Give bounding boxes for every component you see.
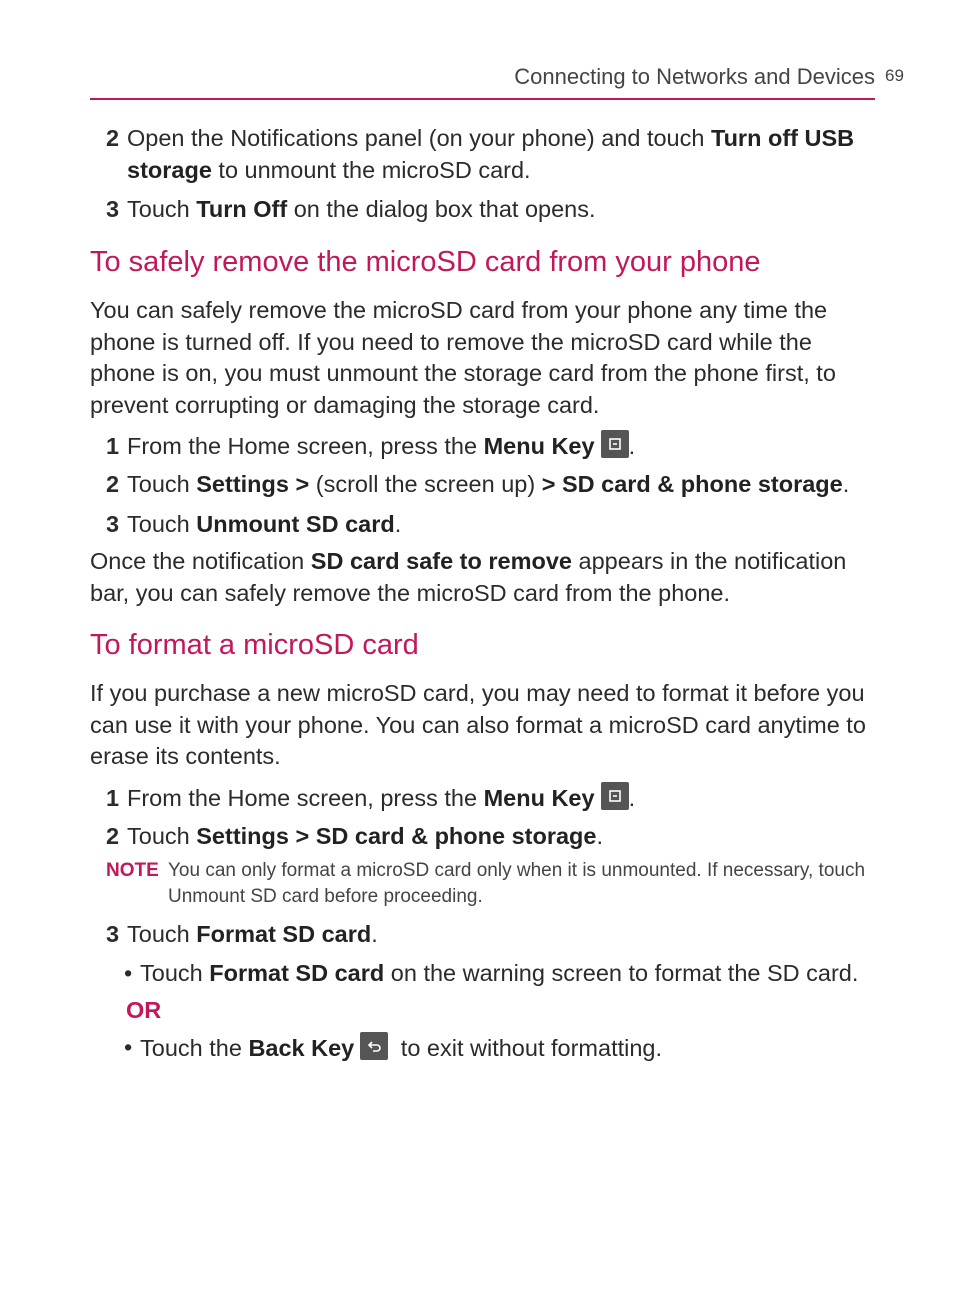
section1-outro: Once the notification SD card safe to remove appears in the notification bar, you can safely remove the microSD card from the phone.	[90, 548, 847, 606]
or-label: OR	[126, 997, 162, 1023]
section2-step-1: 1 From the Home screen, press the Menu Key .	[90, 782, 880, 814]
back-key-icon	[360, 1032, 388, 1060]
menu-key-icon	[601, 782, 629, 810]
section1-intro: You can safely remove the microSD card from your phone any time the phone is turned off. If you need to remove the microSD card while the phone is on, you must unmount the storage card from the phone first, to prevent corrupting or damaging the storage card.	[90, 297, 836, 418]
section1-step-2: 2 Touch Settings > (scroll the screen up) > SD card & phone storage.	[106, 471, 850, 497]
page-content	[90, 122, 880, 1065]
section-heading-format: To format a microSD card	[90, 629, 419, 661]
section1-step-1: 1 From the Home screen, press the Menu Key .	[90, 430, 880, 462]
section2-step-3: 3 Touch Format SD card.	[106, 920, 378, 947]
bullet-back-key: • Touch the Back Key to exit without formatting.	[124, 1034, 663, 1061]
note-text: You can only format a microSD card only when it is unmounted. If necessary, touch Unmount SD card before proceeding.	[168, 859, 866, 907]
step-3-turn-off: 3 Touch Turn Off on the dialog box that opens.	[106, 196, 596, 222]
header-title: Connecting to Networks and Devices	[514, 64, 875, 89]
menu-key-icon	[601, 430, 629, 458]
note-label: NOTE	[106, 859, 159, 881]
page-header	[90, 60, 875, 100]
page-number: 69	[885, 66, 904, 85]
section-heading-safely-remove: To safely remove the microSD card from your phone	[90, 246, 761, 278]
format-note	[90, 858, 880, 910]
section1-step-3: 3 Touch Unmount SD card.	[106, 511, 402, 537]
section2-step-2: 2 Touch Settings > SD card & phone storage.	[106, 822, 604, 849]
bullet-format-sd-card: • Touch Format SD card on the warning screen to format the SD card.	[124, 959, 859, 986]
step-2-turn-off-usb: 2 Open the Notifications panel (on your phone) and touch Turn off USB storage to unmount the microSD card.	[106, 125, 855, 183]
section2-intro: If you purchase a new microSD card, you may need to format it before you can use it with your phone. You can also format a microSD card anytime to erase its contents.	[90, 680, 866, 769]
